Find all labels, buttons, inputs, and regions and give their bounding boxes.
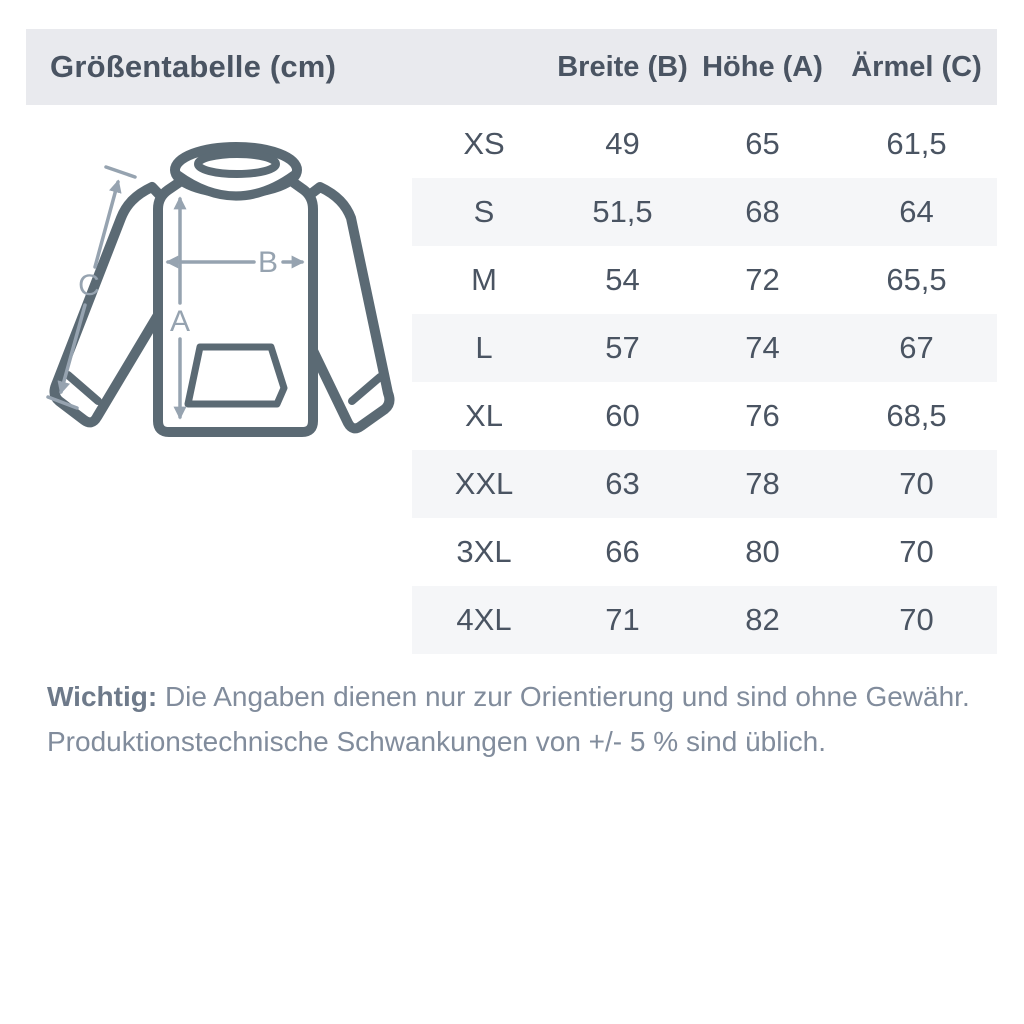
column-header-aermel: Ärmel (C) [851, 50, 982, 83]
size-table [412, 110, 997, 654]
value-cell: 65,5 [886, 262, 947, 297]
note-label: Wichtig: [47, 681, 158, 712]
value-cell: 65 [745, 126, 780, 161]
size-cell: 3XL [456, 534, 512, 569]
column-header-breite: Breite (B) [557, 50, 688, 83]
size-cell: XL [465, 398, 503, 433]
table-row [412, 518, 997, 586]
value-cell: 70 [899, 534, 934, 569]
table-row [412, 110, 997, 178]
hoodie-measurement-diagram [40, 125, 410, 455]
column-header-hoehe: Höhe (A) [702, 50, 823, 83]
value-cell: 66 [605, 534, 640, 569]
value-cell: 72 [745, 262, 780, 297]
value-cell: 67 [899, 330, 934, 365]
hoodie-hood [175, 147, 297, 196]
value-cell: 57 [605, 330, 640, 365]
value-cell: 61,5 [886, 126, 947, 161]
value-cell: 68 [745, 194, 780, 229]
value-cell: 74 [745, 330, 780, 365]
size-cell: S [473, 194, 495, 229]
disclaimer-note [47, 674, 977, 764]
size-cell: XXL [454, 466, 514, 501]
measure-label-c: C [78, 269, 100, 302]
value-cell: 76 [745, 398, 780, 433]
size-cell: L [475, 330, 493, 365]
value-cell: 51,5 [592, 194, 653, 229]
measure-label-a: A [169, 305, 191, 338]
note-text-1: Die Angaben dienen nur zur Orientierung und sind ohne Gewähr. [164, 681, 970, 712]
table-header [26, 29, 997, 105]
table-row [412, 246, 997, 314]
note-line-1 [47, 674, 977, 719]
hoodie-pocket [188, 347, 284, 404]
value-cell: 60 [605, 398, 640, 433]
size-cell: XS [463, 126, 505, 161]
value-cell: 82 [745, 602, 780, 637]
size-cell: 4XL [456, 602, 512, 637]
table-row [412, 586, 997, 654]
measure-label-b: B [257, 246, 279, 279]
value-cell: 70 [899, 602, 934, 637]
table-row [412, 314, 997, 382]
value-cell: 54 [605, 262, 640, 297]
table-row [412, 382, 997, 450]
value-cell: 70 [899, 466, 934, 501]
table-row [412, 178, 997, 246]
table-row [412, 450, 997, 518]
page-title: Größentabelle (cm) [50, 49, 337, 84]
value-cell: 71 [605, 602, 640, 637]
size-cell: M [471, 262, 497, 297]
value-cell: 78 [745, 466, 780, 501]
value-cell: 80 [745, 534, 780, 569]
value-cell: 49 [605, 126, 640, 161]
value-cell: 68,5 [886, 398, 947, 433]
value-cell: 64 [899, 194, 934, 229]
value-cell: 63 [605, 466, 640, 501]
note-text-2: Produktionstechnische Schwankungen von +/- 5 % sind üblich. [47, 726, 827, 757]
